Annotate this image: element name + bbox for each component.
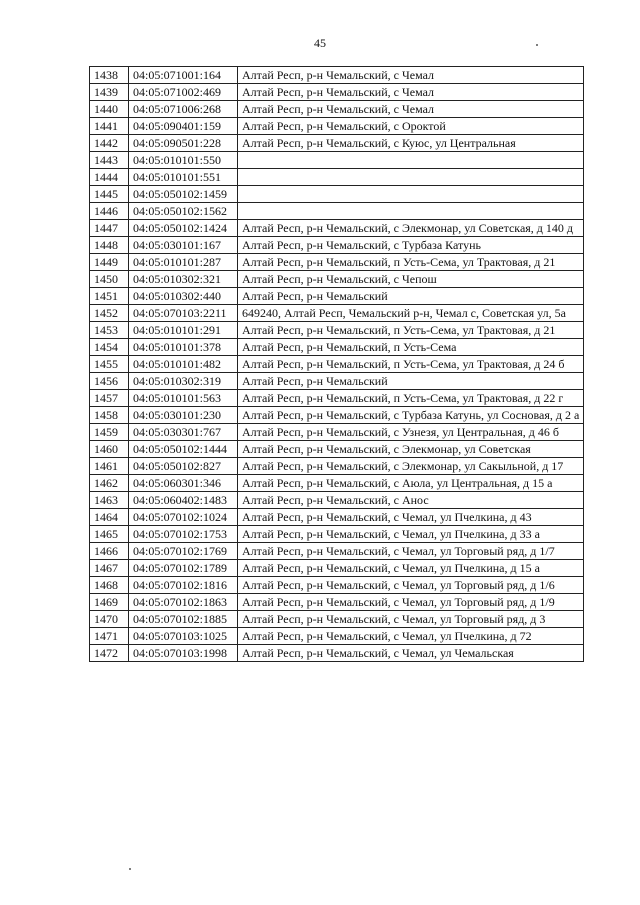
- table-row: [90, 254, 584, 271]
- table-row: [90, 152, 584, 169]
- row-number-cell: 1438: [90, 67, 129, 84]
- scan-speck: [536, 44, 538, 46]
- cadastral-number-cell: 04:05:070102:1863: [129, 594, 238, 611]
- address-cell: Алтай Респ, р-н Чемальский, с Чемал, ул Торговый ряд, д 3: [238, 611, 584, 628]
- row-number-cell: 1471: [90, 628, 129, 645]
- row-number-cell: 1453: [90, 322, 129, 339]
- scan-speck: [129, 868, 131, 870]
- table-row: [90, 220, 584, 237]
- cadastral-number-cell: 04:05:050102:1444: [129, 441, 238, 458]
- page-number: 45: [314, 36, 326, 50]
- table-row: [90, 475, 584, 492]
- row-number-cell: 1468: [90, 577, 129, 594]
- address-cell: Алтай Респ, р-н Чемальский, с Чемал, ул Пчелкина, д 15 а: [238, 560, 584, 577]
- row-number-cell: 1445: [90, 186, 129, 203]
- table-row: [90, 424, 584, 441]
- row-number-cell: 1457: [90, 390, 129, 407]
- cadastral-number-cell: 04:05:070102:1885: [129, 611, 238, 628]
- cadastral-number-cell: 04:05:070102:1769: [129, 543, 238, 560]
- table-row: [90, 509, 584, 526]
- table-row: [90, 356, 584, 373]
- address-cell: [238, 186, 584, 203]
- cadastral-number-cell: 04:05:030101:167: [129, 237, 238, 254]
- cadastral-number-cell: 04:05:010302:440: [129, 288, 238, 305]
- cadastral-number-cell: 04:05:071001:164: [129, 67, 238, 84]
- table-row: [90, 84, 584, 101]
- table-row: [90, 543, 584, 560]
- row-number-cell: 1466: [90, 543, 129, 560]
- address-cell: Алтай Респ, р-н Чемальский, с Анос: [238, 492, 584, 509]
- table-row: [90, 186, 584, 203]
- address-cell: Алтай Респ, р-н Чемальский, с Чемал: [238, 84, 584, 101]
- address-cell: Алтай Респ, р-н Чемальский, с Турбаза Катунь, ул Сосновая, д 2 а: [238, 407, 584, 424]
- table-row: [90, 373, 584, 390]
- address-cell: Алтай Респ, р-н Чемальский, с Чемал, ул Торговый ряд, д 1/7: [238, 543, 584, 560]
- cadastral-number-cell: 04:05:070103:2211: [129, 305, 238, 322]
- row-number-cell: 1452: [90, 305, 129, 322]
- address-cell: Алтай Респ, р-н Чемальский, с Чемал, ул Пчелкина, д 33 а: [238, 526, 584, 543]
- table-row: [90, 271, 584, 288]
- row-number-cell: 1461: [90, 458, 129, 475]
- table-row: [90, 203, 584, 220]
- cadastral-number-cell: 04:05:010101:378: [129, 339, 238, 356]
- table-row: [90, 305, 584, 322]
- table-row: [90, 67, 584, 84]
- cadastral-number-cell: 04:05:090401:159: [129, 118, 238, 135]
- row-number-cell: 1447: [90, 220, 129, 237]
- table-row: [90, 339, 584, 356]
- cadastral-number-cell: 04:05:050102:1562: [129, 203, 238, 220]
- address-cell: Алтай Респ, р-н Чемальский: [238, 288, 584, 305]
- row-number-cell: 1470: [90, 611, 129, 628]
- table-row: [90, 594, 584, 611]
- cadastral-number-cell: 04:05:010302:321: [129, 271, 238, 288]
- address-cell: Алтай Респ, р-н Чемальский, п Усть-Сема, ул Трактовая, д 22 г: [238, 390, 584, 407]
- table-row: [90, 645, 584, 662]
- row-number-cell: 1455: [90, 356, 129, 373]
- table-row: [90, 441, 584, 458]
- cadastral-number-cell: 04:05:070102:1024: [129, 509, 238, 526]
- table-row: [90, 237, 584, 254]
- table-row: [90, 560, 584, 577]
- cadastral-number-cell: 04:05:050102:827: [129, 458, 238, 475]
- registry-table-body: [90, 67, 584, 662]
- cadastral-number-cell: 04:05:030101:230: [129, 407, 238, 424]
- address-cell: Алтай Респ, р-н Чемальский, с Чемал, ул Пчелкина, д 72: [238, 628, 584, 645]
- row-number-cell: 1454: [90, 339, 129, 356]
- address-cell: Алтай Респ, р-н Чемальский, п Усть-Сема: [238, 339, 584, 356]
- cadastral-number-cell: 04:05:070102:1816: [129, 577, 238, 594]
- address-cell: Алтай Респ, р-н Чемальский, п Усть-Сема, ул Трактовая, д 21: [238, 322, 584, 339]
- row-number-cell: 1459: [90, 424, 129, 441]
- row-number-cell: 1446: [90, 203, 129, 220]
- table-row: [90, 322, 584, 339]
- row-number-cell: 1444: [90, 169, 129, 186]
- address-cell: Алтай Респ, р-н Чемальский, с Чемал, ул Торговый ряд, д 1/6: [238, 577, 584, 594]
- row-number-cell: 1472: [90, 645, 129, 662]
- cadastral-number-cell: 04:05:010101:563: [129, 390, 238, 407]
- address-cell: Алтай Респ, р-н Чемальский, с Узнезя, ул Центральная, д 46 б: [238, 424, 584, 441]
- cadastral-number-cell: 04:05:070102:1789: [129, 560, 238, 577]
- address-cell: Алтай Респ, р-н Чемальский, с Элекмонар, ул Советская, д 140 д: [238, 220, 584, 237]
- address-cell: Алтай Респ, р-н Чемальский, п Усть-Сема, ул Трактовая, д 21: [238, 254, 584, 271]
- address-cell: Алтай Респ, р-н Чемальский, с Чемал, ул Чемальская: [238, 645, 584, 662]
- cadastral-number-cell: 04:05:071006:268: [129, 101, 238, 118]
- row-number-cell: 1440: [90, 101, 129, 118]
- cadastral-number-cell: 04:05:010101:550: [129, 152, 238, 169]
- row-number-cell: 1441: [90, 118, 129, 135]
- address-cell: Алтай Респ, р-н Чемальский, с Элекмонар, ул Сакыльной, д 17: [238, 458, 584, 475]
- table-row: [90, 118, 584, 135]
- cadastral-number-cell: 04:05:060402:1483: [129, 492, 238, 509]
- table-row: [90, 169, 584, 186]
- cadastral-number-cell: 04:05:010302:319: [129, 373, 238, 390]
- address-cell: Алтай Респ, р-н Чемальский, с Чемал, ул Торговый ряд, д 1/9: [238, 594, 584, 611]
- row-number-cell: 1448: [90, 237, 129, 254]
- row-number-cell: 1450: [90, 271, 129, 288]
- cadastral-number-cell: 04:05:070103:1998: [129, 645, 238, 662]
- table-row: [90, 390, 584, 407]
- address-cell: Алтай Респ, р-н Чемальский, с Чемал: [238, 101, 584, 118]
- row-number-cell: 1467: [90, 560, 129, 577]
- row-number-cell: 1443: [90, 152, 129, 169]
- table-row: [90, 407, 584, 424]
- cadastral-number-cell: 04:05:010101:287: [129, 254, 238, 271]
- row-number-cell: 1464: [90, 509, 129, 526]
- address-cell: Алтай Респ, р-н Чемальский, с Куюс, ул Центральная: [238, 135, 584, 152]
- row-number-cell: 1462: [90, 475, 129, 492]
- row-number-cell: 1439: [90, 84, 129, 101]
- address-cell: Алтай Респ, р-н Чемальский, с Ороктой: [238, 118, 584, 135]
- cadastral-number-cell: 04:05:070102:1753: [129, 526, 238, 543]
- cadastral-number-cell: 04:05:050102:1459: [129, 186, 238, 203]
- row-number-cell: 1458: [90, 407, 129, 424]
- address-cell: Алтай Респ, р-н Чемальский: [238, 373, 584, 390]
- table-row: [90, 628, 584, 645]
- cadastral-number-cell: 04:05:050102:1424: [129, 220, 238, 237]
- address-cell: [238, 169, 584, 186]
- cadastral-number-cell: 04:05:010101:291: [129, 322, 238, 339]
- address-cell: Алтай Респ, р-н Чемальский, с Чемал: [238, 67, 584, 84]
- address-cell: Алтай Респ, р-н Чемальский, с Чемал, ул Пчелкина, д 43: [238, 509, 584, 526]
- row-number-cell: 1460: [90, 441, 129, 458]
- row-number-cell: 1456: [90, 373, 129, 390]
- address-cell: 649240, Алтай Респ, Чемальский р-н, Чемал с, Советская ул, 5а: [238, 305, 584, 322]
- table-row: [90, 288, 584, 305]
- address-cell: Алтай Респ, р-н Чемальский, с Турбаза Катунь: [238, 237, 584, 254]
- cadastral-number-cell: 04:05:070103:1025: [129, 628, 238, 645]
- address-cell: Алтай Респ, р-н Чемальский, с Чепош: [238, 271, 584, 288]
- address-cell: [238, 152, 584, 169]
- cadastral-number-cell: 04:05:010101:482: [129, 356, 238, 373]
- address-cell: Алтай Респ, р-н Чемальский, с Элекмонар, ул Советская: [238, 441, 584, 458]
- row-number-cell: 1465: [90, 526, 129, 543]
- row-number-cell: 1442: [90, 135, 129, 152]
- registry-table: [89, 66, 584, 662]
- row-number-cell: 1451: [90, 288, 129, 305]
- row-number-cell: 1449: [90, 254, 129, 271]
- address-cell: Алтай Респ, р-н Чемальский, п Усть-Сема, ул Трактовая, д 24 б: [238, 356, 584, 373]
- row-number-cell: 1469: [90, 594, 129, 611]
- table-row: [90, 577, 584, 594]
- table-row: [90, 611, 584, 628]
- row-number-cell: 1463: [90, 492, 129, 509]
- address-cell: [238, 203, 584, 220]
- cadastral-number-cell: 04:05:010101:551: [129, 169, 238, 186]
- cadastral-number-cell: 04:05:071002:469: [129, 84, 238, 101]
- cadastral-number-cell: 04:05:090501:228: [129, 135, 238, 152]
- table-row: [90, 526, 584, 543]
- table-row: [90, 458, 584, 475]
- cadastral-number-cell: 04:05:030301:767: [129, 424, 238, 441]
- table-row: [90, 135, 584, 152]
- address-cell: Алтай Респ, р-н Чемальский, с Аюла, ул Центральная, д 15 а: [238, 475, 584, 492]
- table-row: [90, 492, 584, 509]
- table-row: [90, 101, 584, 118]
- cadastral-number-cell: 04:05:060301:346: [129, 475, 238, 492]
